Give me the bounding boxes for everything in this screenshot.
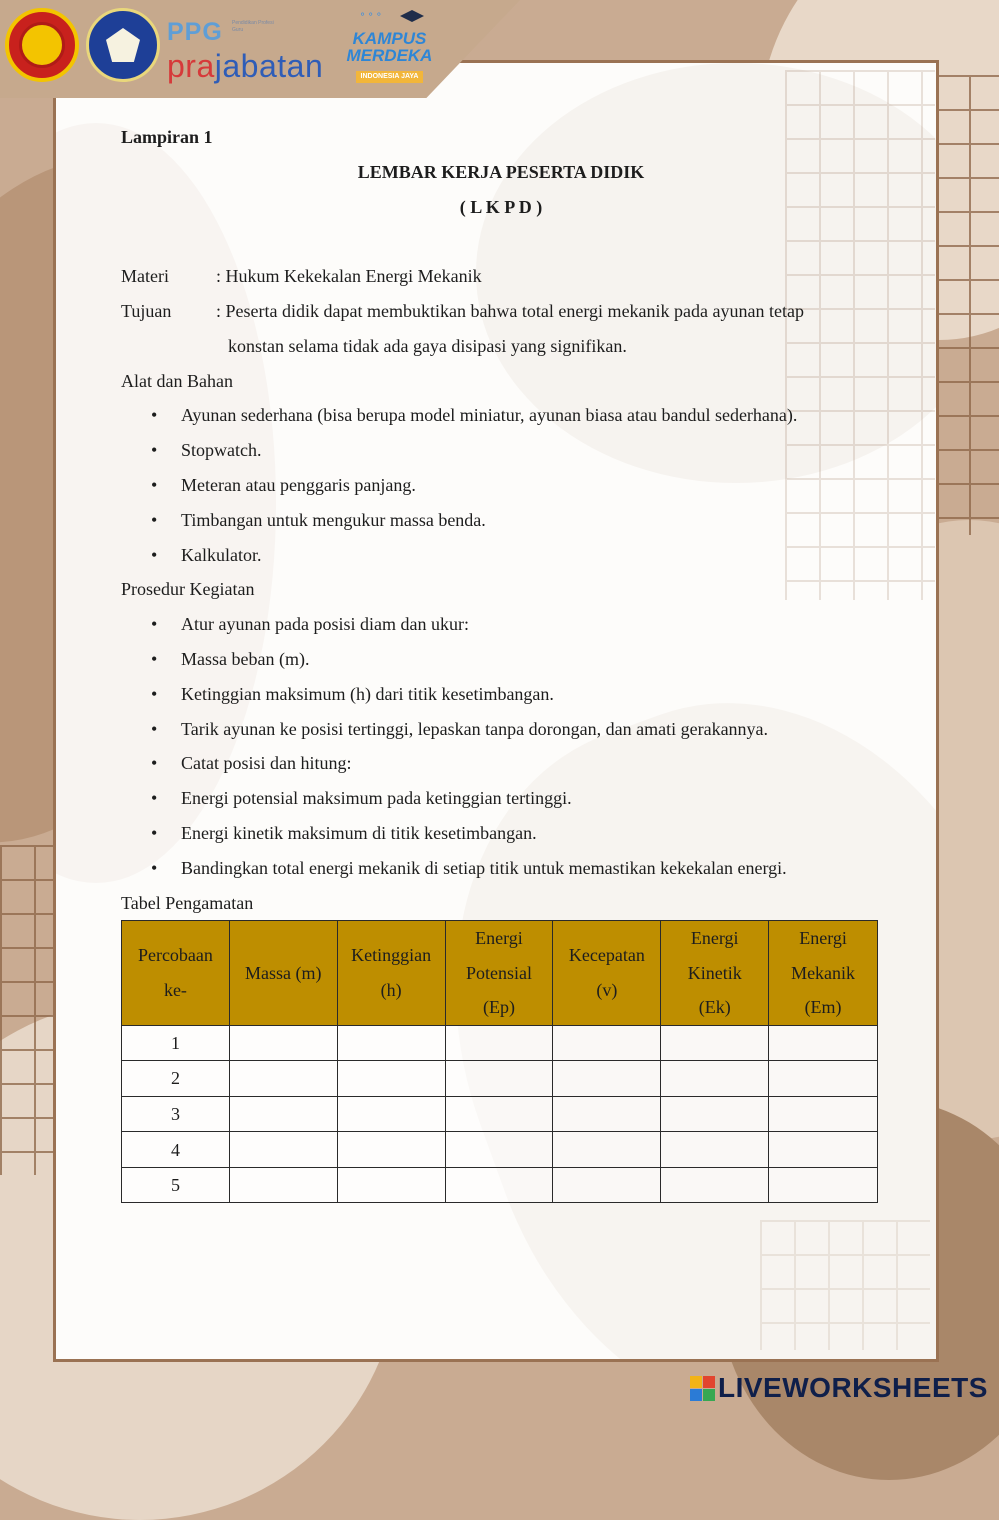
answer-cell[interactable] xyxy=(445,1132,553,1168)
column-header-energi-kinetik: Energi Kinetik (Ek) xyxy=(661,921,769,1026)
answer-cell[interactable] xyxy=(661,1096,769,1132)
prosedur-list xyxy=(121,607,881,885)
answer-cell[interactable] xyxy=(769,1132,878,1168)
list-item: • Massa beban (m). xyxy=(121,642,881,677)
answer-cell[interactable] xyxy=(553,1096,661,1132)
tujuan-value-continued: konstan selama tidak ada gaya disipasi yang signifikan. xyxy=(228,335,627,356)
answer-cell[interactable] xyxy=(661,1132,769,1168)
tut-wuri-handayani-logo xyxy=(86,8,160,82)
answer-cell[interactable] xyxy=(229,1096,337,1132)
column-header-ketinggian: Ketinggian (h) xyxy=(337,921,445,1026)
answer-cell[interactable] xyxy=(661,1167,769,1203)
liveworksheets-brand-text: LIVEWORKSHEETS xyxy=(718,1372,988,1403)
ppg-tagline: Pendidikan Profesi Guru xyxy=(232,20,274,33)
tujuan-label: Tujuan xyxy=(121,300,172,321)
list-item: • Energi potensial maksimum pada ketinggian tertinggi. xyxy=(121,781,881,816)
list-item: • Ayunan sederhana (bisa berupa model miniatur, ayunan biasa atau bandul sederhana). xyxy=(121,398,881,433)
materi-label: Materi xyxy=(121,266,169,287)
table-row xyxy=(122,1132,878,1168)
answer-cell[interactable] xyxy=(769,1061,878,1097)
prosedur-heading: Prosedur Kegiatan xyxy=(121,579,255,600)
attachment-label: Lampiran 1 xyxy=(121,127,213,147)
observation-table xyxy=(121,920,878,1203)
list-item: • Timbangan untuk mengukur massa benda. xyxy=(121,503,881,538)
alat-heading: Alat dan Bahan xyxy=(121,370,233,391)
answer-cell[interactable] xyxy=(553,1061,661,1097)
liveworksheets-logo xyxy=(690,1372,988,1404)
trial-number-cell: 2 xyxy=(122,1061,230,1097)
list-item: • Bandingkan total energi mekanik di setiap titik untuk memastikan kekekalan energi. xyxy=(121,851,881,886)
table-heading: Tabel Pengamatan xyxy=(121,892,254,913)
list-item: • Catat posisi dan hitung: xyxy=(121,746,881,781)
table-row xyxy=(122,1061,878,1097)
answer-cell[interactable] xyxy=(337,1167,445,1203)
worksheet-content xyxy=(121,120,881,920)
kampus-merdeka-logo: KAMPUS MERDEKA INDONESIA JAYA xyxy=(342,30,437,83)
answer-cell[interactable] xyxy=(337,1025,445,1061)
tujuan-value: : Peserta didik dapat membuktikan bahwa total energi mekanik pada ayunan tetap xyxy=(216,300,804,321)
column-header-kecepatan: Kecepatan (v) xyxy=(553,921,661,1026)
answer-cell[interactable] xyxy=(553,1132,661,1168)
list-item: • Ketinggian maksimum (h) dari titik kesetimbangan. xyxy=(121,677,881,712)
materi-row xyxy=(121,259,881,294)
alat-list xyxy=(121,398,881,572)
list-item: • Stopwatch. xyxy=(121,433,881,468)
answer-cell[interactable] xyxy=(769,1096,878,1132)
trial-number-cell: 3 xyxy=(122,1096,230,1132)
trial-number-cell: 4 xyxy=(122,1132,230,1168)
list-item: • Kalkulator. xyxy=(121,538,881,573)
table-header-row xyxy=(122,921,878,1026)
grid-decoration xyxy=(760,1220,930,1350)
bubbles-icon: ° ° ° xyxy=(360,12,382,23)
column-header-energi-mekanik: Energi Mekanik (Em) xyxy=(769,921,878,1026)
list-item: • Tarik ayunan ke posisi tertinggi, lepaskan tanpa dorongan, dan amati gerakannya. xyxy=(121,712,881,747)
answer-cell[interactable] xyxy=(229,1132,337,1168)
table-row xyxy=(122,1167,878,1203)
answer-cell[interactable] xyxy=(553,1025,661,1061)
list-item: • Meteran atau penggaris panjang. xyxy=(121,468,881,503)
provincial-emblem-logo xyxy=(5,8,79,82)
grid-decoration xyxy=(935,75,999,535)
column-header-percobaan: Percobaan ke- xyxy=(122,921,230,1026)
table-row xyxy=(122,1096,878,1132)
list-item: • Atur ayunan pada posisi diam dan ukur: xyxy=(121,607,881,642)
answer-cell[interactable] xyxy=(337,1132,445,1168)
answer-cell[interactable] xyxy=(229,1167,337,1203)
answer-cell[interactable] xyxy=(661,1025,769,1061)
answer-cell[interactable] xyxy=(337,1096,445,1132)
answer-cell[interactable] xyxy=(553,1167,661,1203)
grid-decoration xyxy=(0,845,60,1175)
answer-cell[interactable] xyxy=(445,1025,553,1061)
page-title: LEMBAR KERJA PESERTA DIDIK xyxy=(357,161,645,182)
answer-cell[interactable] xyxy=(445,1167,553,1203)
column-header-massa: Massa (m) xyxy=(229,921,337,1026)
list-item: • Energi kinetik maksimum di titik kesetimbangan. xyxy=(121,816,881,851)
tujuan-row xyxy=(121,294,881,329)
table-row xyxy=(122,1025,878,1061)
liveworksheets-cube-icon xyxy=(690,1376,715,1401)
trial-number-cell: 5 xyxy=(122,1167,230,1203)
trial-number-cell: 1 xyxy=(122,1025,230,1061)
materi-value: : Hukum Kekekalan Energi Mekanik xyxy=(216,266,482,287)
answer-cell[interactable] xyxy=(229,1061,337,1097)
answer-cell[interactable] xyxy=(769,1025,878,1061)
column-header-energi-potensial: Energi Potensial (Ep) xyxy=(445,921,553,1026)
prajabatan-logo-text: prajabatan xyxy=(167,48,324,84)
answer-cell[interactable] xyxy=(337,1061,445,1097)
answer-cell[interactable] xyxy=(229,1025,337,1061)
page-subtitle: ( L K P D ) xyxy=(459,196,543,217)
ppg-logo-text: PPG xyxy=(167,18,223,46)
answer-cell[interactable] xyxy=(445,1096,553,1132)
answer-cell[interactable] xyxy=(769,1167,878,1203)
answer-cell[interactable] xyxy=(661,1061,769,1097)
answer-cell[interactable] xyxy=(445,1061,553,1097)
